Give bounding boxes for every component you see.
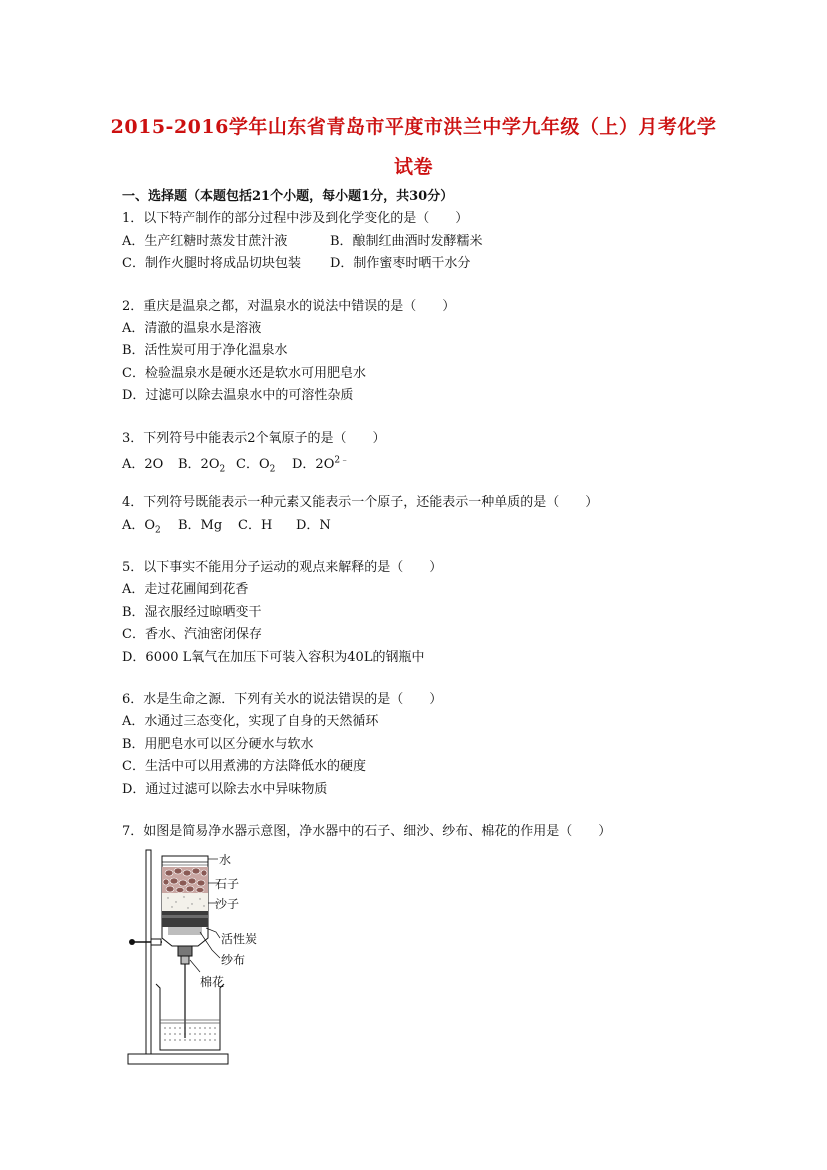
option-b: B．Mg <box>178 517 223 533</box>
question-7 <box>122 821 722 843</box>
question-stem: 3．下列符号中能表示2个氧原子的是（ ） <box>122 430 386 446</box>
label-cotton: 棉花 <box>200 975 225 989</box>
option-d: D．通过过滤可以除去水中异味物质 <box>122 781 328 797</box>
question-5 <box>122 557 722 669</box>
question-3 <box>122 428 722 473</box>
question-6 <box>122 689 722 801</box>
option-a: A．2O <box>122 457 164 473</box>
question-stem: 2．重庆是温泉之都，对温泉水的说法中错误的是（ ） <box>122 298 456 314</box>
option-c: C．生活中可以用煮沸的方法降低水的硬度 <box>122 759 366 775</box>
option-a: A．走过花圃闻到花香 <box>122 582 249 598</box>
option-d: D．N <box>296 517 331 533</box>
label-water: 水 <box>219 853 232 867</box>
option-b: B．湿衣服经过晾晒变干 <box>122 604 262 620</box>
option-b-subscript: 2 <box>219 464 226 475</box>
question-stem: 1．以下特产制作的部分过程中涉及到化学变化的是（ ） <box>122 211 469 227</box>
option-b: B．用肥皂水可以区分硬水与软水 <box>122 736 314 752</box>
option-a: A．生产红糖时蒸发甘蔗汁液 <box>122 233 288 249</box>
option-b: B．酿制红曲酒时发酵糯米 <box>330 233 483 249</box>
option-c <box>236 454 292 481</box>
question-stem: 5．以下事实不能用分子运动的观点来解释的是（ ） <box>122 560 443 576</box>
question-stem: 4．下列符号既能表示一种元素又能表示一个原子，还能表示一种单质的是（ ） <box>122 495 599 511</box>
option-a: A．清澈的温泉水是溶液 <box>122 320 262 336</box>
option-row <box>122 253 722 275</box>
section-heading: 一、选择题（本题包括21个小题，每小题1分，共30分） <box>122 189 454 204</box>
exam-content <box>122 186 722 843</box>
option-d-text: D．2O <box>292 457 335 473</box>
label-activated-carbon: 活性炭 <box>221 932 258 946</box>
option-b-text: B．2O <box>178 457 220 473</box>
label-stone: 石子 <box>215 877 240 891</box>
option-d <box>292 457 349 472</box>
label-sand: 沙子 <box>215 897 240 911</box>
label-gauze: 纱布 <box>221 953 246 967</box>
question-4 <box>122 492 722 537</box>
option-c: C．制作火腿时将成品切块包装 <box>122 256 301 272</box>
option-d: D．6000 L氧气在加压下可装入容积为40L的钢瓶中 <box>122 649 425 665</box>
option-b: B．活性炭可用于净化温泉水 <box>122 343 288 359</box>
question-2 <box>122 296 722 408</box>
option-c: C．检验温泉水是硬水还是软水可用肥皂水 <box>122 365 366 381</box>
water-purifier-figure <box>120 842 270 1077</box>
paper-title-line1: 2015-2016学年山东省青岛市平度市洪兰中学九年级（上）月考化学 <box>110 116 717 138</box>
option-c: C．香水、汽油密闭保存 <box>122 627 262 643</box>
option-a: A．水通过三态变化，实现了自身的天然循环 <box>122 714 379 730</box>
option-a-text: A．O <box>122 517 156 533</box>
paper-title-line2: 试卷 <box>393 156 433 178</box>
option-d: D．制作蜜枣时晒干水分 <box>330 256 471 272</box>
option-row <box>122 450 722 475</box>
question-stem: 6．水是生命之源．下列有关水的说法错误的是（ ） <box>122 692 443 708</box>
question-1 <box>122 208 722 275</box>
option-c-text: C．O <box>236 457 270 473</box>
option-row <box>122 515 722 537</box>
option-d: D．过滤可以除去温泉水中的可溶性杂质 <box>122 388 354 404</box>
option-c-subscript: 2 <box>269 464 276 475</box>
option-b <box>178 454 236 481</box>
option-row <box>122 231 722 253</box>
option-d-superscript: 2﹣ <box>334 455 350 466</box>
option-a-subscript: 2 <box>155 525 161 536</box>
question-stem: 7．如图是简易净水器示意图，净水器中的石子、细沙、纱布、棉花的作用是（ ） <box>122 823 612 839</box>
option-c: C．H <box>238 517 273 533</box>
option-a <box>122 515 178 542</box>
